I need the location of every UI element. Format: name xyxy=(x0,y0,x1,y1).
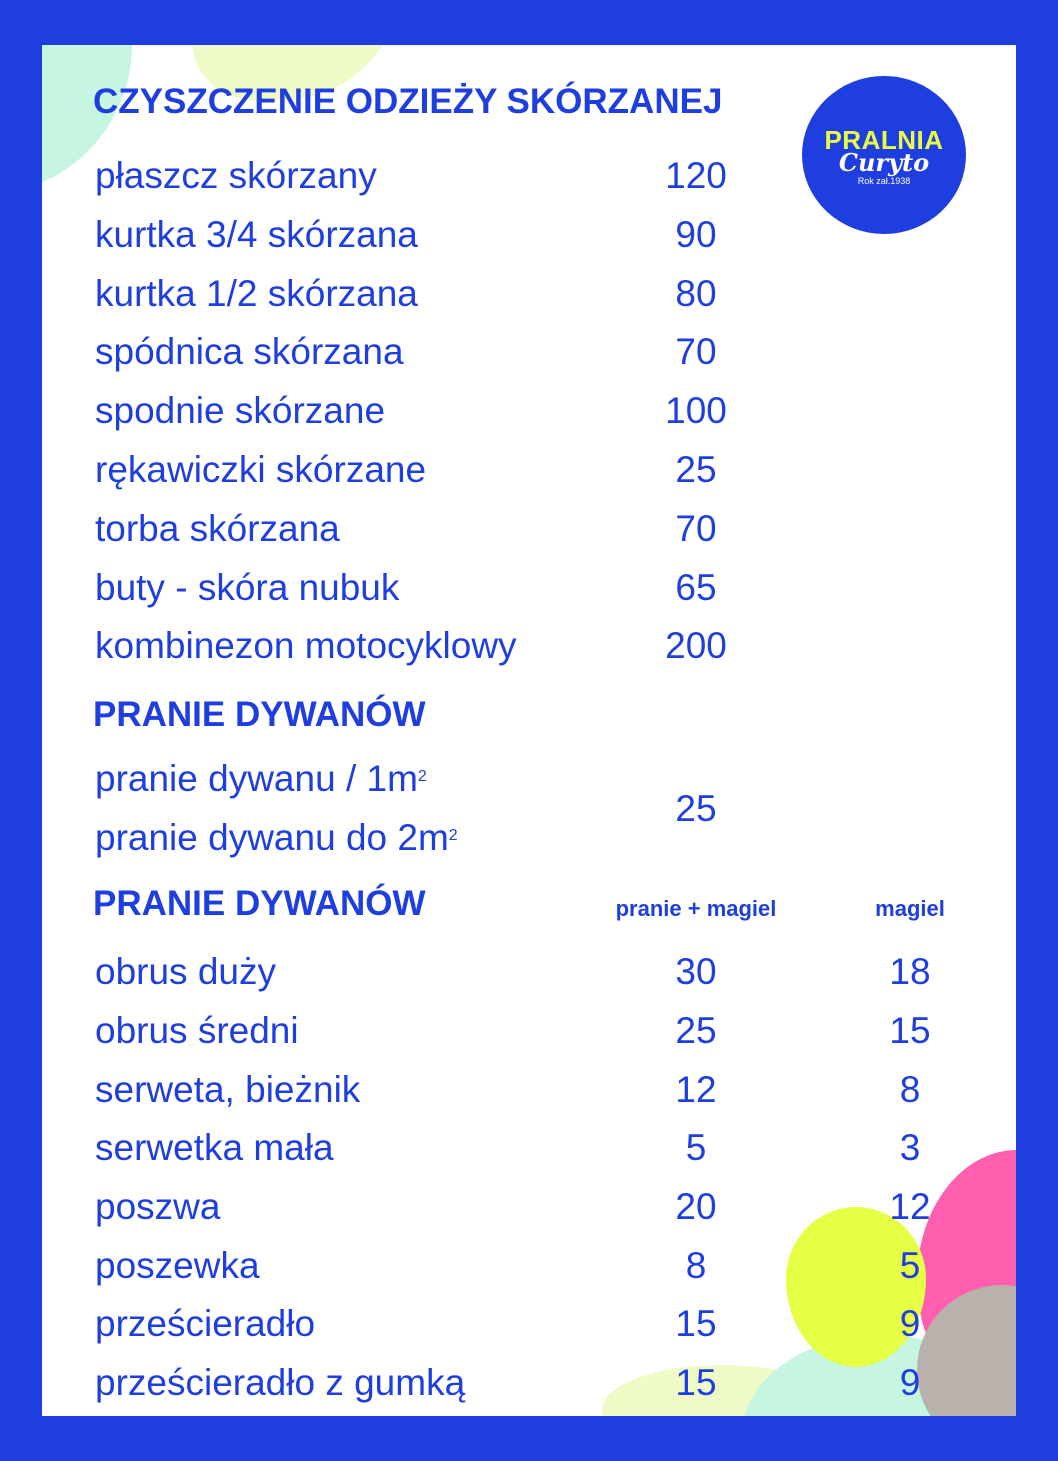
carpet-price-row xyxy=(95,780,995,838)
logo-name: PRALNIA xyxy=(824,125,944,155)
item-price: 8 xyxy=(685,1245,707,1286)
item-price: 25 xyxy=(675,788,717,829)
superscript: 2 xyxy=(417,768,427,785)
item-price: 70 xyxy=(675,331,717,372)
table-row xyxy=(95,1178,995,1236)
item-name: prześcieradło xyxy=(95,1303,316,1344)
item-price: 15 xyxy=(675,1303,717,1344)
item-price-mangle: 15 xyxy=(889,1010,931,1051)
item-name: płaszcz skórzany xyxy=(95,155,377,196)
item-price: 20 xyxy=(675,1186,717,1227)
section-heading-leather: CZYSZCZENIE ODZIEŻY SKÓRZANEJ xyxy=(93,82,723,121)
column-header-mangle: magiel xyxy=(875,896,945,921)
item-price-mangle: 9 xyxy=(899,1362,921,1403)
item-price: 12 xyxy=(675,1069,717,1110)
table-row xyxy=(95,1354,995,1412)
item-name: spodnie skórzane xyxy=(95,390,386,431)
item-name: poszewka xyxy=(95,1245,260,1286)
item-price: 25 xyxy=(675,449,717,490)
table-row xyxy=(95,1237,995,1295)
item-price-mangle: 3 xyxy=(899,1127,921,1168)
table-row xyxy=(95,1295,995,1353)
table-row xyxy=(95,1061,995,1119)
item-name: kurtka 3/4 skórzana xyxy=(95,214,418,255)
item-price: 120 xyxy=(665,155,727,196)
section-heading-carpets: PRANIE DYWANÓW xyxy=(93,695,426,734)
item-name: torba skórzana xyxy=(95,508,340,549)
item-price: 70 xyxy=(675,508,717,549)
item-name: obrus średni xyxy=(95,1010,299,1051)
list-item xyxy=(95,500,995,558)
table-row xyxy=(95,1119,995,1177)
list-item xyxy=(95,206,995,264)
list-item xyxy=(95,441,995,499)
logo-script: Curyto xyxy=(838,148,930,177)
item-price: 25 xyxy=(675,1010,717,1051)
column-header-wash-mangle: pranie + magiel xyxy=(615,896,777,921)
table-row xyxy=(95,943,995,1001)
item-price: 80 xyxy=(675,273,717,314)
item-name-text: pranie dywanu do 2m xyxy=(95,817,449,858)
section-heading-linen: PRANIE DYWANÓW xyxy=(93,884,426,923)
item-price: 30 xyxy=(675,951,717,992)
list-item xyxy=(95,617,995,675)
item-name: obrus duży xyxy=(95,951,276,992)
item-price: 15 xyxy=(675,1362,717,1403)
table-row xyxy=(95,1002,995,1060)
item-name: spódnica skórzana xyxy=(95,331,404,372)
item-name: poszwa xyxy=(95,1186,221,1227)
list-item xyxy=(95,147,995,205)
item-price: 90 xyxy=(675,214,717,255)
item-name: kombinezon motocyklowy xyxy=(95,625,517,666)
item-price: 65 xyxy=(675,567,717,608)
item-name: serwetka mała xyxy=(95,1127,334,1168)
list-item xyxy=(95,559,995,617)
item-price: 100 xyxy=(665,390,727,431)
item-name: prześcieradło z gumką xyxy=(95,1362,466,1403)
item-price-mangle: 5 xyxy=(899,1245,921,1286)
item-price-mangle: 12 xyxy=(889,1186,931,1227)
item-price: 200 xyxy=(665,625,727,666)
list-item xyxy=(95,323,995,381)
item-name-text: pranie dywanu / 1m xyxy=(95,758,418,799)
item-price-mangle: 18 xyxy=(889,951,931,992)
item-name: rękawiczki skórzane xyxy=(95,449,427,490)
item-name: buty - skóra nubuk xyxy=(95,567,400,608)
list-item xyxy=(95,382,995,440)
item-price-mangle: 8 xyxy=(899,1069,921,1110)
item-name: serweta, bieżnik xyxy=(95,1069,361,1110)
item-name: kurtka 1/2 skórzana xyxy=(95,273,418,314)
logo-year: Rok zał.1938 xyxy=(857,176,911,186)
item-price-mangle: 9 xyxy=(899,1303,921,1344)
item-price: 5 xyxy=(685,1127,707,1168)
superscript: 2 xyxy=(448,827,458,844)
list-item xyxy=(95,265,995,323)
